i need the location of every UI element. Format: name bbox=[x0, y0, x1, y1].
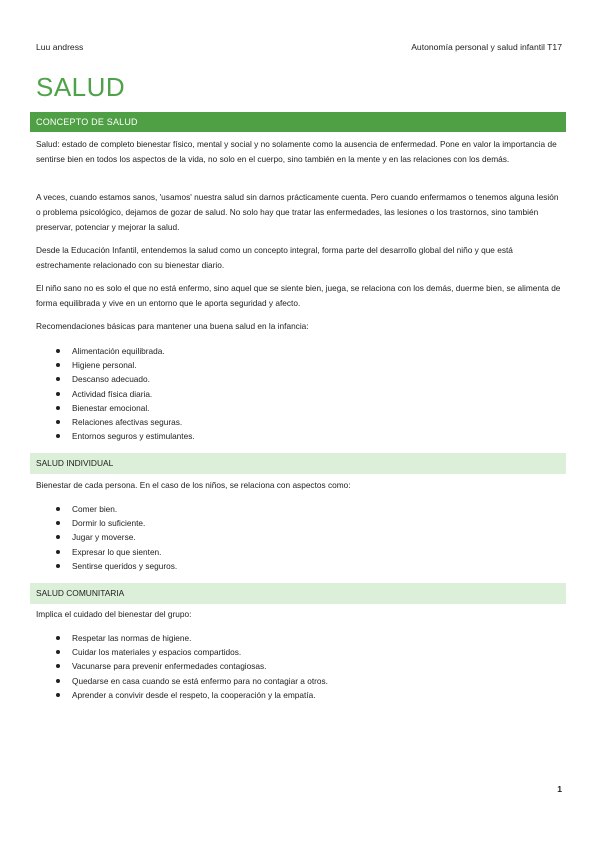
list-item: Sentirse queridos y seguros. bbox=[54, 559, 177, 573]
list-item: Aprender a convivir desde el respeto, la cooperación y la empatía. bbox=[54, 688, 328, 702]
list-item: Cuidar los materiales y espacios compartidos. bbox=[54, 645, 328, 659]
list-item: Comer bien. bbox=[54, 502, 177, 516]
list-item: Expresar lo que sienten. bbox=[54, 545, 177, 559]
list-item: Vacunarse para prevenir enfermedades contagiosas. bbox=[54, 659, 328, 673]
concepto-paragraph-5: Recomendaciones básicas para mantener una buena salud en la infancia: bbox=[36, 321, 309, 331]
list-item: Jugar y moverse. bbox=[54, 530, 177, 544]
list-item: Relaciones afectivas seguras. bbox=[54, 415, 195, 429]
list-item: Alimentación equilibrada. bbox=[54, 344, 195, 358]
page-header-author: Luu andress bbox=[36, 42, 84, 52]
list-item: Actividad física diaria. bbox=[54, 387, 195, 401]
comunitaria-intro: Implica el cuidado del bienestar del grupo: bbox=[36, 609, 192, 619]
comunitaria-list bbox=[54, 631, 328, 702]
list-item: Higiene personal. bbox=[54, 358, 195, 372]
concepto-paragraph-4: El niño sano no es solo el que no está enfermo, sino aquel que se siente bien, juega, se relaciona con los demás, duerme bien, se alimenta de forma equilibrada y vive en un entorno que le aporta seguridad y afecto. bbox=[36, 283, 561, 308]
section-heading-individual: SALUD INDIVIDUAL bbox=[30, 453, 566, 474]
list-item: Dormir lo suficiente. bbox=[54, 516, 177, 530]
concepto-paragraph-1: Salud: estado de completo bienestar físico, mental y social y no solamente como la ausencia de enfermedad. Pone en valor la importancia de sentirse bien en todos los aspectos de la vida, no solo en el cuerpo, sino también en la mente y en las relaciones con los demás. bbox=[36, 139, 557, 164]
list-item: Quedarse en casa cuando se está enfermo para no contagiar a otros. bbox=[54, 674, 328, 688]
list-item: Entornos seguros y estimulantes. bbox=[54, 429, 195, 443]
individual-list bbox=[54, 502, 177, 573]
section-heading-concepto: CONCEPTO DE SALUD bbox=[30, 112, 566, 132]
page-header-course: Autonomía personal y salud infantil T17 bbox=[411, 42, 562, 52]
list-item: Descanso adecuado. bbox=[54, 372, 195, 386]
individual-intro: Bienestar de cada persona. En el caso de los niños, se relaciona con aspectos como: bbox=[36, 480, 351, 490]
page-number: 1 bbox=[557, 784, 562, 794]
list-item: Respetar las normas de higiene. bbox=[54, 631, 328, 645]
concepto-paragraph-3: Desde la Educación Infantil, entendemos la salud como un concepto integral, forma parte del desarrollo global del niño y que está estrechamente relacionado con su bienestar diario. bbox=[36, 245, 513, 270]
section-heading-comunitaria: SALUD COMUNITARIA bbox=[30, 583, 566, 604]
concepto-paragraph-2: A veces, cuando estamos sanos, 'usamos' nuestra salud sin darnos prácticamente cuenta. Pero cuando enfermamos o tenemos alguna lesión o problema psicológico, dejamos de gozar de salud. No solo hay que tratar las enfermedades, las lesiones o los trastornos, sino también preservar, potenciar y mejorar la salud. bbox=[36, 192, 559, 232]
document-title: SALUD bbox=[36, 72, 126, 102]
list-item: Bienestar emocional. bbox=[54, 401, 195, 415]
recomendaciones-list bbox=[54, 344, 195, 443]
